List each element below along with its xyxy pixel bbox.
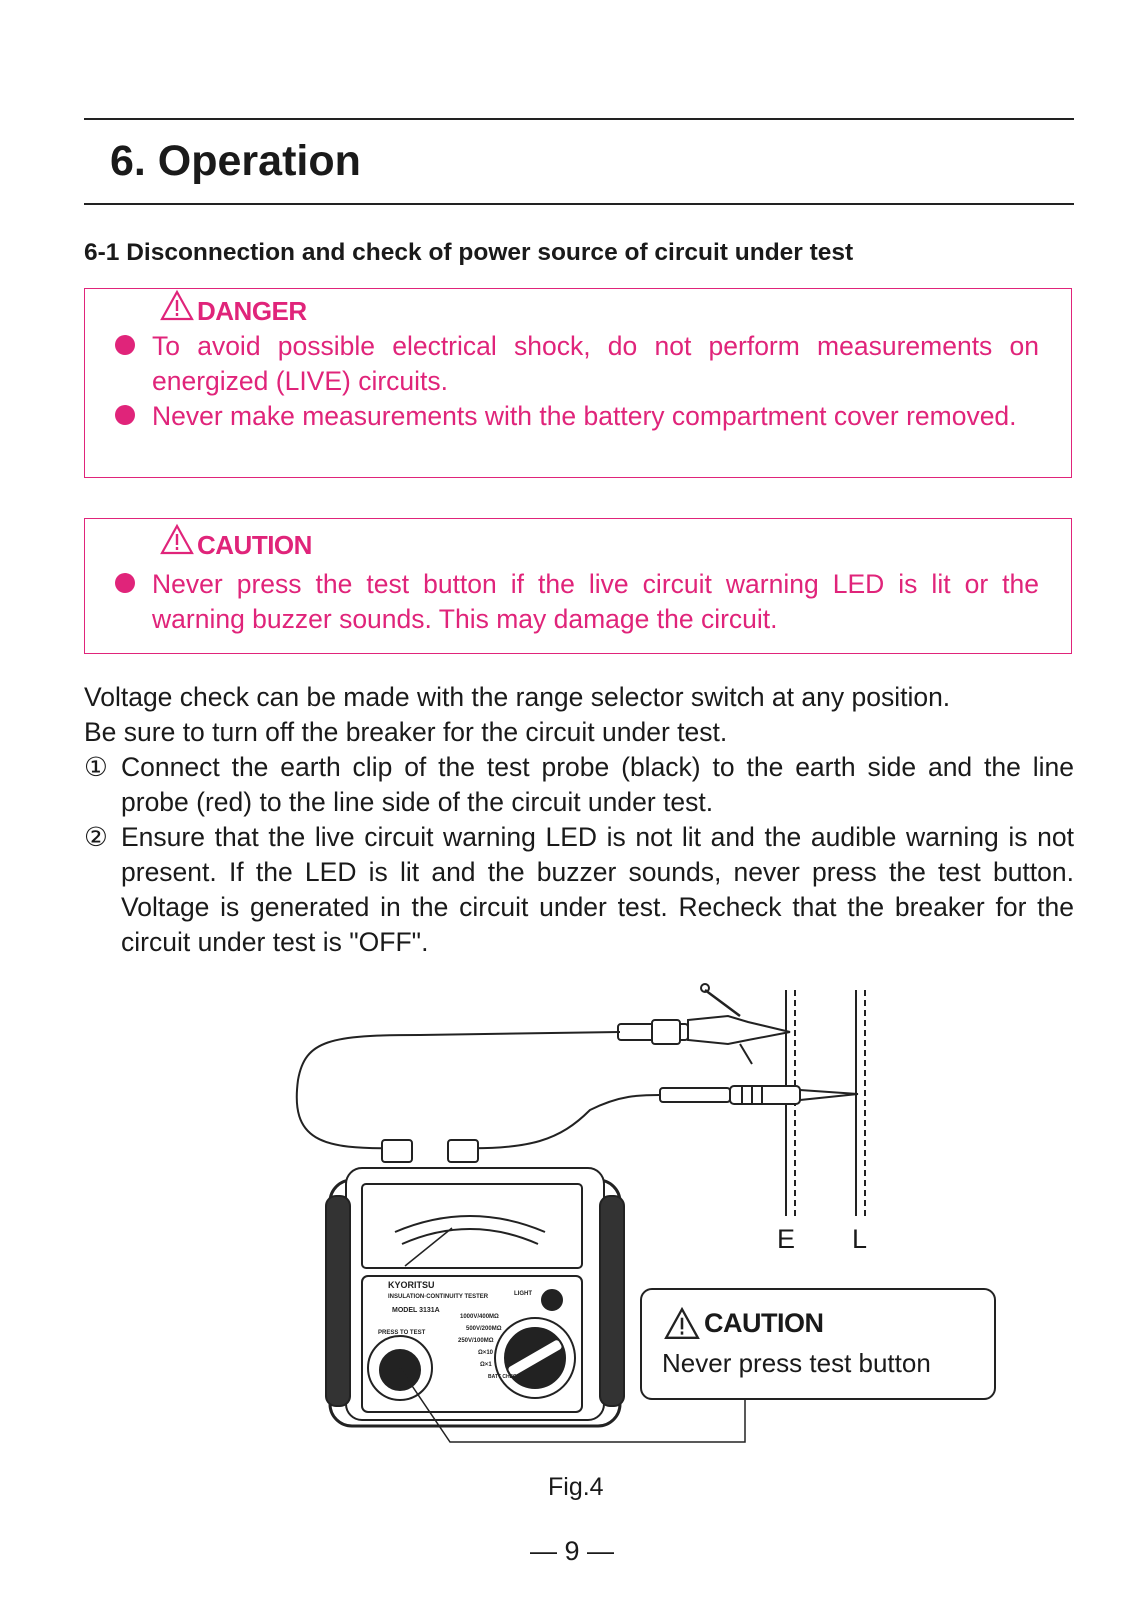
- range-label: 1000V/400MΩ: [460, 1314, 499, 1320]
- caution-item: Never press the test button if the live circuit warning LED is lit or the warning buzzer sounds. This may damage the circuit.: [115, 567, 1039, 637]
- terminal-e-label: E: [777, 1224, 796, 1254]
- callout-header: [664, 1306, 824, 1340]
- light-label: LIGHT: [514, 1291, 532, 1297]
- range-label: 500V/200MΩ: [466, 1326, 502, 1332]
- device-model: MODEL 3131A: [392, 1307, 440, 1314]
- press-label: PRESS TO TEST: [378, 1330, 426, 1336]
- step-item: ② Ensure that the live circuit warning LED is not lit and the audible warning is not present. If the LED is lit and the buzzer sounds, never press the test button. Voltage is generated in the circuit under test. Recheck that the breaker for the circuit under test is "OFF".: [84, 822, 1074, 957]
- device-brand: KYORITSU: [388, 1280, 435, 1290]
- body-line: Be sure to turn off the breaker for the circuit under test.: [84, 717, 728, 747]
- range-label: Ω×1: [480, 1362, 492, 1368]
- body-line: Voltage check can be made with the range selector switch at any position.: [84, 682, 951, 712]
- page-number: — 9 —: [530, 1536, 615, 1566]
- range-label: 250V/100MΩ: [458, 1338, 494, 1344]
- plug-black: [382, 1140, 412, 1162]
- range-label: BATT CHECK: [488, 1374, 521, 1380]
- warning-triangle-icon: [664, 1306, 700, 1340]
- step-number: ②: [84, 822, 108, 852]
- red-lead-cable: [458, 1095, 660, 1148]
- line-probe: [660, 1086, 858, 1104]
- caution-label: CAUTION: [197, 529, 312, 560]
- danger-label: DANGER: [197, 295, 307, 326]
- subsection-title: 6-1 Disconnection and check of power source of circuit under test: [84, 239, 854, 266]
- earth-clip-probe: [618, 984, 790, 1064]
- terminal-l-label: L: [852, 1224, 868, 1254]
- range-label: Ω×10: [478, 1350, 493, 1356]
- callout-text: Never press test button: [662, 1348, 931, 1378]
- danger-item: To avoid possible electrical shock, do not perform measurements on energized (LIVE) circuits.: [115, 329, 1039, 399]
- step-number: ①: [84, 752, 108, 782]
- section-title: 6. Operation: [110, 137, 361, 185]
- figure-caption: Fig.4: [548, 1473, 604, 1501]
- device-subtitle: INSULATION·CONTINUITY TESTER: [388, 1294, 489, 1300]
- caution-callout: [640, 1288, 996, 1400]
- step-item: ① Connect the earth clip of the test probe (black) to the earth side and the line probe (red) to the line side of the circuit under test.: [84, 752, 1074, 817]
- danger-item: Never make measurements with the battery compartment cover removed.: [115, 399, 1039, 434]
- plug-red: [448, 1140, 478, 1162]
- callout-label: CAUTION: [704, 1307, 824, 1338]
- black-lead-cable: [297, 1032, 620, 1148]
